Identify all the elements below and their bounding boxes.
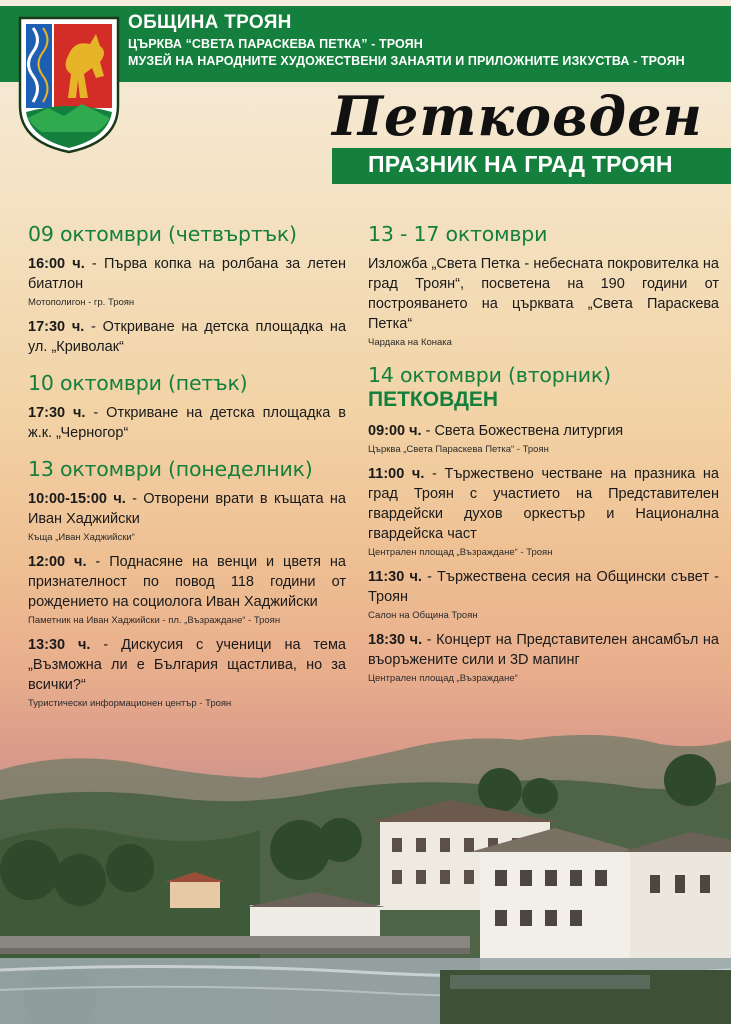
museum-line: МУЗЕЙ НА НАРОДНИТЕ ХУДОЖЕСТВЕНИ ЗАНАЯТИ И ПРИЛОЖНИТЕ ИЗКУСТВА - ТРОЯН — [128, 54, 685, 68]
event-time: 17:30 ч. — [28, 405, 86, 421]
event-time: 12:00 ч. — [28, 554, 87, 570]
day-heading: 10 октомври (петък) — [28, 371, 248, 395]
event — [28, 317, 346, 357]
event-description — [368, 567, 719, 607]
event-description — [28, 552, 346, 612]
day-heading: 14 октомври (вторник) — [368, 363, 611, 387]
municipality-name: ОБЩИНА ТРОЯН — [128, 12, 292, 33]
municipal-crest-icon — [16, 14, 122, 154]
event-time: 09:00 ч. — [368, 423, 422, 439]
event-text: - Откриване на детска площадка в ж.к. „Черногор“ — [28, 405, 346, 441]
event-description: Изложба „Света Петка - небесната покровителка на град Троян“, посветена на 190 години от построяването на църквата „Света Параскева Петка“ — [368, 256, 719, 332]
event-text: - Тържествена сесия на Общински съвет - Троян — [368, 569, 719, 605]
event — [368, 254, 719, 349]
event-venue: Централен площад „Възраждане“ - Троян — [368, 547, 553, 558]
event — [368, 567, 719, 622]
event — [28, 489, 346, 544]
event-venue: Салон на Община Троян — [368, 610, 478, 621]
event-text: - Дискусия с ученици на тема „Възможна ли е България щастлива, но за всички?“ — [28, 637, 346, 693]
event-venue: Чардака на Конака — [368, 337, 452, 348]
event-time: 13:30 ч. — [28, 637, 91, 653]
event-description — [28, 403, 346, 443]
event-text: - Поднасяне на венци и цветя на признателност по повод 118 години от рождението на социолога Иван Хаджийски — [28, 554, 346, 610]
event-time: 10:00-15:00 ч. — [28, 491, 126, 507]
event-text: - Откриване на детска площадка на ул. „Криволак“ — [28, 319, 347, 355]
event — [368, 464, 719, 559]
event-description — [368, 421, 719, 441]
event — [368, 630, 719, 685]
event — [28, 552, 346, 627]
event-text: - Концерт на Представителен ансамбъл на въоръжените сили и 3D мапинг — [368, 632, 719, 668]
church-line: ЦЪРКВА “СВЕТА ПАРАСКЕВА ПЕТКА” - ТРОЯН — [128, 37, 423, 51]
event-time: 17:30 ч. — [28, 319, 85, 335]
event-description — [28, 317, 346, 357]
event-text: - Отворени врати в къщата на Иван Хаджийски — [28, 491, 346, 527]
holiday-name: ПЕТКОВДЕН — [368, 388, 499, 411]
day-heading: 09 октомври (четвъртък) — [28, 222, 297, 246]
day-heading: 13 - 17 октомври — [368, 222, 548, 246]
town-landscape-image — [0, 700, 731, 1024]
event-time: 11:00 ч. — [368, 466, 425, 482]
event-venue: Централен площад „Възраждане“ — [368, 673, 518, 684]
event-description — [368, 630, 719, 670]
event-description — [368, 464, 719, 544]
page-subtitle: ПРАЗНИК НА ГРАД ТРОЯН — [368, 151, 673, 177]
event-venue: Мотополигон - гр. Троян — [28, 297, 135, 308]
right-column — [368, 222, 719, 685]
event-venue: Къща „Иван Хаджийски“ — [28, 532, 135, 543]
event-description — [28, 254, 346, 294]
event — [28, 254, 346, 309]
day-heading: 13 октомври (понеделник) — [28, 457, 313, 481]
event — [28, 635, 346, 710]
event-venue: Църква „Света Параскева Петка“ - Троян — [368, 444, 549, 455]
page-title: Петковден — [332, 84, 703, 148]
event — [28, 403, 346, 443]
left-column — [28, 222, 346, 710]
event-time: 18:30 ч. — [368, 632, 423, 648]
event-text: - Тържествено честване на празника на град Троян с участието на Представителен гвардейски духов оркестър и Национална гвардейска част — [368, 466, 719, 542]
event-description — [28, 489, 346, 529]
event — [368, 421, 719, 456]
event-time: 11:30 ч. — [368, 569, 422, 585]
event-venue: Туристически информационен център - Троян — [28, 698, 232, 709]
header-text — [128, 12, 685, 68]
event-description — [28, 635, 346, 695]
event-text: - Света Божествена литургия — [421, 423, 624, 439]
event-time: 16:00 ч. — [28, 256, 85, 272]
event-venue: Паметник на Иван Хаджийски - пл. „Възраждане“ - Троян — [28, 615, 281, 626]
event-text: - Първа копка на ролбана за летен биатлон — [28, 256, 346, 292]
